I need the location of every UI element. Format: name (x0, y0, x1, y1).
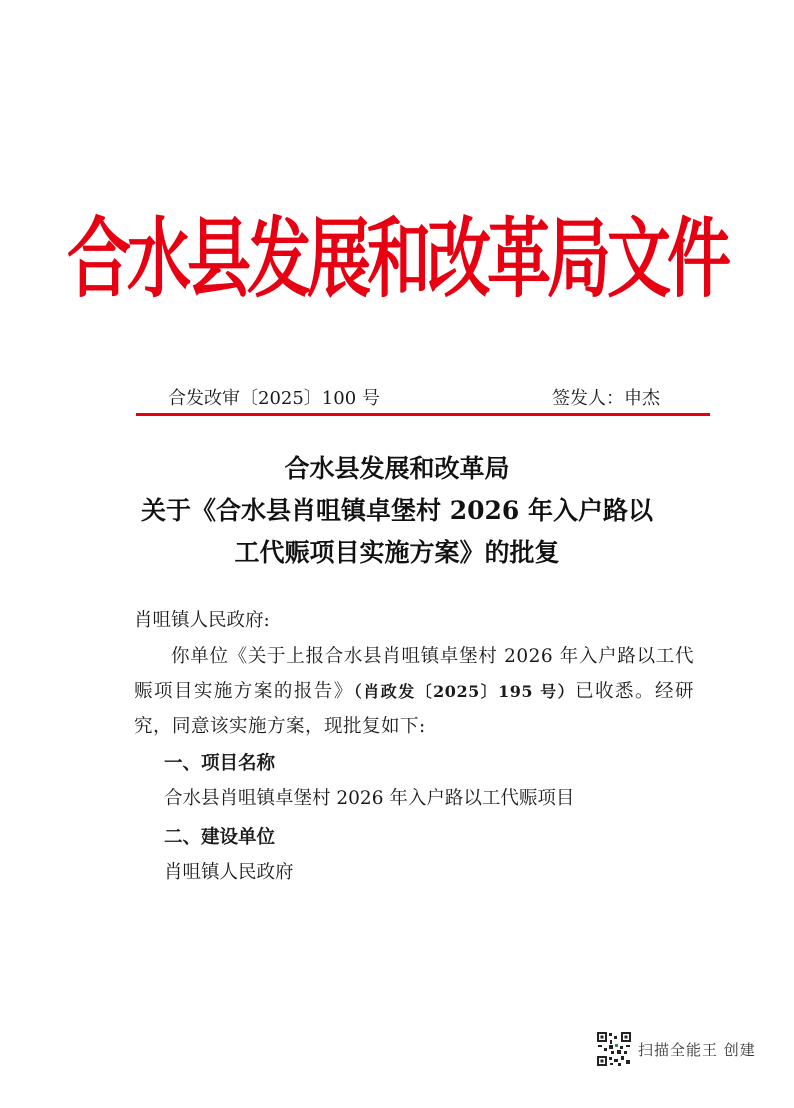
addressee: 肖咀镇人民政府: (134, 610, 270, 631)
section-text: 肖咀镇人民政府 (164, 862, 294, 883)
document-number: 合发改审〔2025〕100 号 (168, 388, 380, 409)
document-title (0, 448, 794, 574)
section-heading: 一、项目名称 (164, 753, 276, 774)
title-line: 合水县发展和改革局 (284, 454, 510, 483)
document-body (134, 603, 694, 894)
body-paragraph (134, 639, 694, 744)
section-text: 合水县肖咀镇卓堡村 2026 年入户路以工代赈项目 (164, 788, 575, 809)
document-header-title: 合水县发展和改革局文件 (67, 210, 727, 311)
signer-label: 签发人： (552, 388, 624, 409)
title-line: 关于《合水县肖咀镇卓堡村 2026 年入户路以 (141, 496, 653, 525)
signer-name: 申杰 (624, 388, 660, 409)
red-divider (136, 413, 710, 416)
scanner-watermark (596, 1030, 756, 1068)
title-line: 工代赈项目实施方案》的批复 (234, 538, 560, 567)
signer (552, 384, 660, 410)
qr-code-icon (596, 1031, 632, 1067)
section-heading: 二、建设单位 (164, 827, 276, 848)
paragraph-text-end: 已收悉。经研究，同意该实施方案，现批复如下: (134, 681, 694, 737)
paragraph-text-start: 你单位《关于上报合水县肖咀镇卓堡村 2026 年入户路以工代赈项目实施方案的报告》 (134, 646, 694, 702)
scanner-label: 扫描全能王 创建 (638, 1040, 756, 1059)
reference-number: （肖政发〔2025〕195 号） (353, 682, 576, 701)
document-meta (0, 384, 794, 414)
